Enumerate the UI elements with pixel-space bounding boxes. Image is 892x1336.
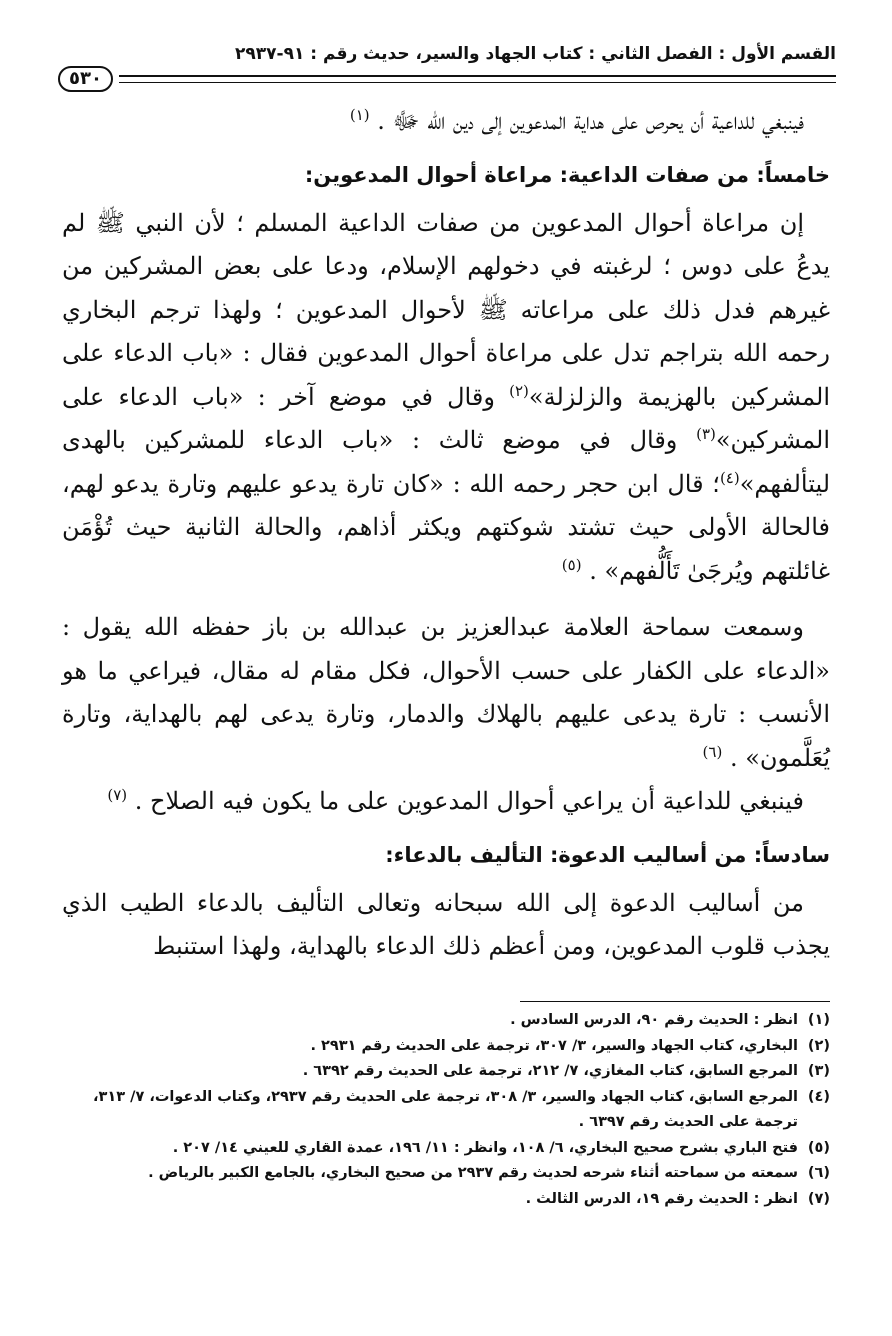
footnote-text: سمعته من سماحته أثناء شرحه لحديث رقم ٢٩٣٧ من صحيح البخاري، بالجامع الكبير بالرياض . [148,1165,798,1181]
footnote-number: (٥) [807,1139,830,1156]
footnote-number: (٣) [807,1063,830,1079]
paragraph-2-text-a: إن مراعاة أحوال المدعوين من صفات الداعية المسلم ؛ لأن النبي ﷺ لم يدعُ على دوس ؛ لرغبته في دخولهم الإسلام، ودعا على بعض المشركين من غيرهم فدل ذلك على مراعاته ﷺ لأحوال المدعوين ؛ ولهذا ترجم البخاري رحمه الله بتراجم تدل على مراعاة أحوال المدعوين فقال : «باب الدعاء على المشركين بالهزيمة والزلزلة» [62,208,831,411]
footnote-ref[interactable]: (٧) [107,786,128,804]
footnote-number: (٦) [807,1165,830,1181]
paragraph-2-text-c: وقال في موضع ثالث : «باب الدعاء للمشركين بالهدى ليتألفهم» [62,426,830,498]
header-rule-row [58,66,836,92]
footnote-text: المرجع السابق، كتاب المغازي، ٧/ ٢١٢، ترجمة على الحديث رقم ٦٣٩٢ . [302,1063,798,1079]
footnote-ref[interactable]: (١) [349,106,370,124]
paragraph-1-text: فينبغي للداعية أن يحرص على هداية المدعوين إلى دين الله ﷻ . [377,107,804,135]
paragraph-3 [62,606,830,780]
footnote-ref[interactable]: (٣) [696,425,716,443]
footnote-text: فتح الباري بشرح صحيح البخاري، ٦/ ١٠٨، وانظر : ١١/ ١٩٦، عمدة القاري للعيني ١٤/ ٢٠٧ . [172,1139,798,1156]
footnote-item [62,1161,830,1187]
footnote-number: (٢) [807,1037,830,1054]
footnote-ref[interactable]: (٥) [561,555,582,574]
paragraph-2-text-d: ؛ قال ابن حجر رحمه الله : «كان تارة يدعو عليهم وتارة يدعو لهم، فالحالة الأولى حيث تشتد شوكتهم ويكثر أذاهم، والحالة الثانية حيث تُؤْمَن غائلتهم ويُرجَىٰ تَأَلُّفهم» . [62,469,830,585]
footnotes-section [62,1001,830,1212]
paragraph-5: من أساليب الدعوة إلى الله سبحانه وتعالى التأليف بالدعاء الطيب الذي يجذب قلوب المدعوين، ومن أعظم ذلك الدعاء بالهداية، ولهذا استنبط [62,888,830,960]
paragraph-3-text: وسمعت سماحة العلامة عبدالعزيز بن عبدالله بن باز حفظه الله يقول : «الدعاء على الكفار على حسب الأحوال، فكل مقام له مقال، فيراعي ما هو الأنسب : تارة يدعى عليهم بالهلاك والدمار، وتارة يدعى لهم بالهداية، وتارة يُعَلَّمون» . [62,613,830,772]
footnote-item [62,1187,830,1213]
footnote-item [62,1034,830,1060]
footnote-text: البخاري، كتاب الجهاد والسير، ٣/ ٣٠٧، ترجمة على الحديث رقم ٢٩٣١ . [310,1037,798,1054]
footnote-ref[interactable]: (٢) [509,381,529,400]
paragraph-2-text-b: وقال في موضع آخر : «باب الدعاء على المشركين» [62,382,830,454]
footnote-item [62,1136,830,1162]
footnote-item [62,1008,830,1034]
footnote-ref[interactable]: (٦) [702,742,723,761]
running-header [58,44,836,64]
footnote-text: المرجع السابق، كتاب الجهاد والسير، ٣/ ٣٠٨، ترجمة على الحديث رقم ٢٩٣٧، وكتاب الدعوات، ٧/ ٣١٣، ترجمة على الحديث رقم ٦٣٩٧ . [93,1088,798,1130]
section-heading-5: خامساً: من صفات الداعية: مراعاة أحوال المدعوين: [304,162,830,187]
footnote-number: (٧) [807,1190,830,1207]
footnote-number: (٤) [807,1088,830,1105]
paragraph-1 [62,100,830,144]
paragraph-4-text: فينبغي للداعية أن يراعي أحوال المدعوين على ما يكون فيه الصلاح . [134,787,804,815]
footnote-item [62,1085,830,1136]
footnote-divider [520,1001,830,1002]
page-number: ٥٣٠ [58,66,113,92]
section-heading-6: سادساً: من أساليب الدعوة: التأليف بالدعاء: [385,842,830,867]
footnote-item [62,1059,830,1085]
footnote-text: انظر : الحديث رقم ٩٠، الدرس السادس . [510,1012,798,1028]
paragraph-2 [62,202,830,594]
footnote-ref[interactable]: (٤) [719,468,740,487]
main-text [62,100,830,969]
footnote-number: (١) [807,1012,830,1028]
footnote-text: انظر : الحديث رقم ١٩، الدرس الثالث . [525,1190,798,1207]
header-divider [119,75,836,83]
paragraph-4 [62,780,830,824]
running-title: القسم الأول : الفصل الثاني : كتاب الجهاد والسير، حديث رقم : ٩١-٢٩٣٧ [235,44,836,64]
footnote-list [62,1008,830,1212]
